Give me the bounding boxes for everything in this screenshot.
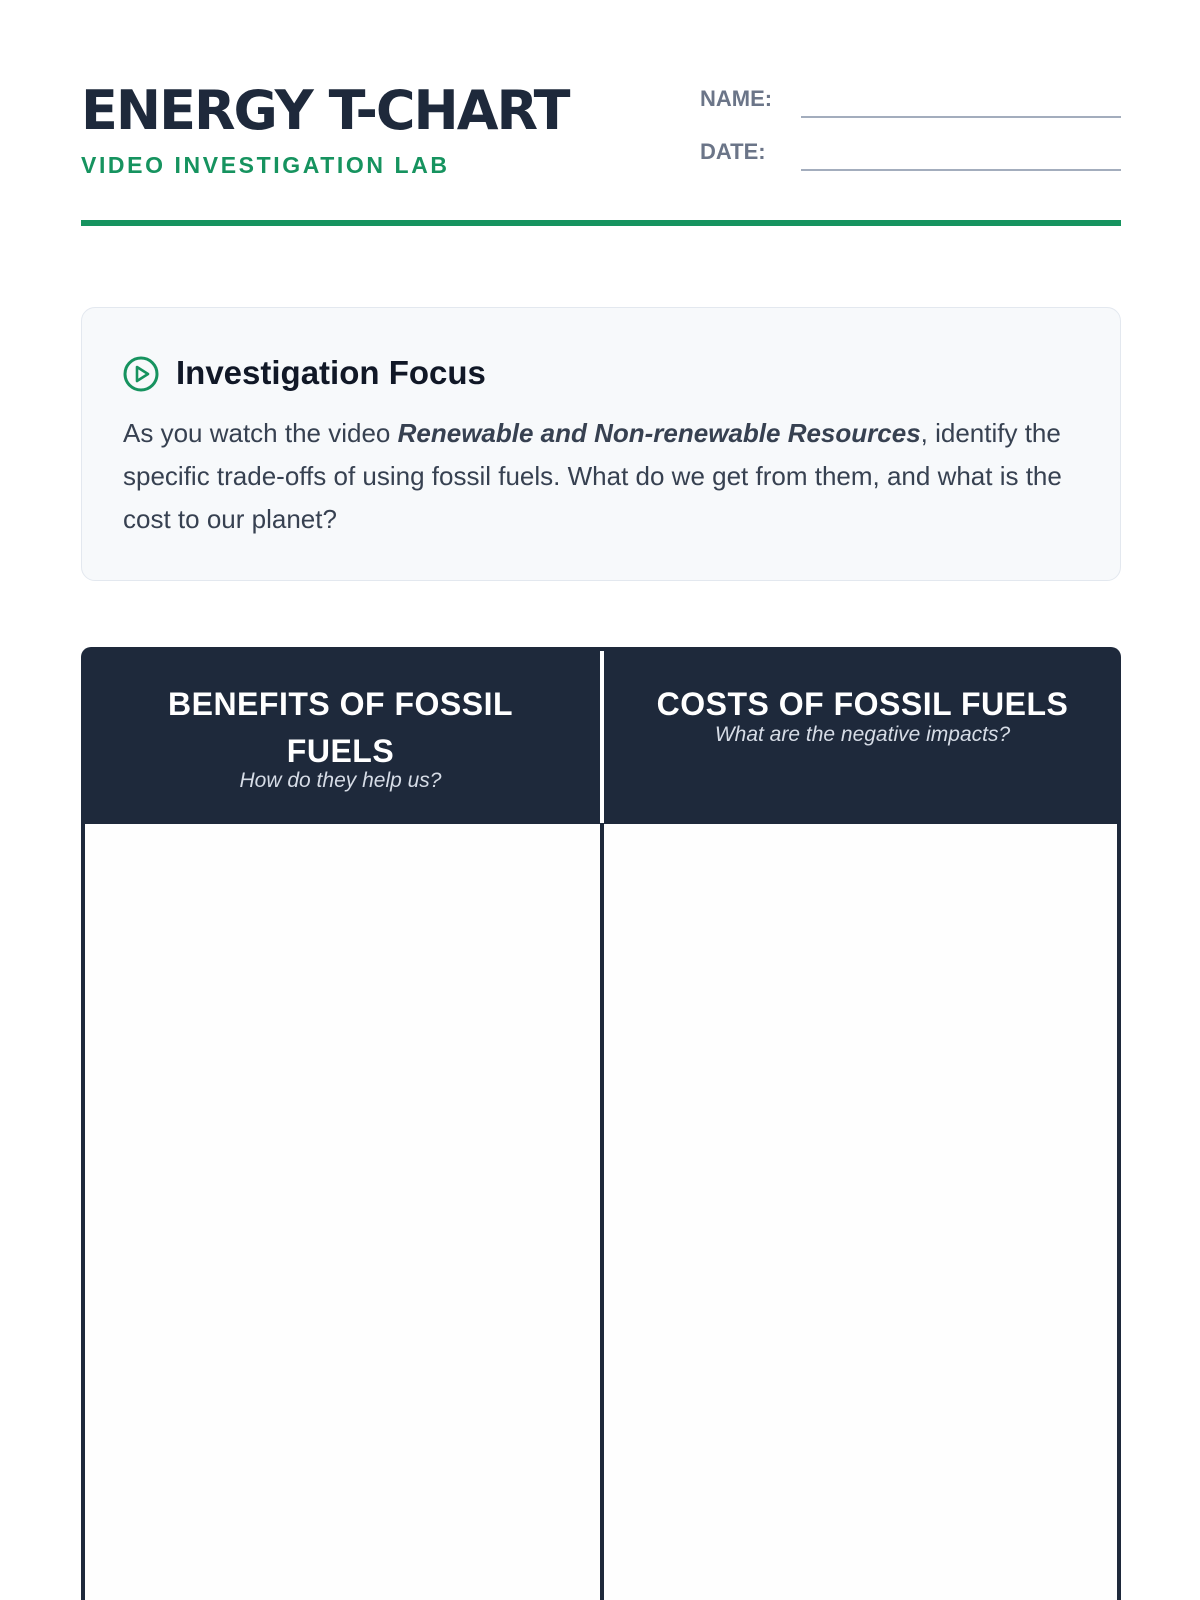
- name-field[interactable]: [801, 116, 1121, 118]
- investigation-focus-box: [81, 307, 1121, 581]
- focus-title: Investigation Focus: [176, 354, 486, 391]
- benefits-column-title: BENEFITS OF FOSSIL FUELS: [167, 686, 513, 769]
- date-field[interactable]: [801, 169, 1121, 171]
- benefits-column-prompt: How do they help us?: [239, 769, 442, 792]
- benefits-writing-area[interactable]: [85, 824, 600, 1600]
- costs-writing-area[interactable]: [604, 824, 1117, 1600]
- worksheet-header: [81, 80, 1121, 226]
- costs-column-title: COSTS OF FOSSIL FUELS: [656, 686, 1069, 722]
- worksheet-title: ENERGY T-CHART: [81, 79, 569, 142]
- date-label: DATE:: [700, 139, 766, 164]
- worksheet-subtitle: VIDEO INVESTIGATION LAB: [81, 152, 450, 178]
- focus-instructions: [123, 412, 1083, 541]
- costs-column-header: [604, 647, 1121, 823]
- benefits-column-header: [81, 647, 600, 823]
- focus-text-intro: As you watch the video: [123, 418, 398, 448]
- t-chart: [81, 647, 1121, 1600]
- name-label: NAME:: [700, 86, 773, 111]
- costs-column-prompt: What are the negative impacts?: [714, 723, 1011, 746]
- video-title: Renewable and Non-renewable Resources: [397, 418, 921, 448]
- play-circle-icon: [123, 356, 159, 392]
- focus-text-question: , identify the specific trade-offs of using fossil fuels. What do we get from them, and what is the cost to our planet?: [123, 418, 1062, 534]
- header-divider: [81, 220, 1121, 226]
